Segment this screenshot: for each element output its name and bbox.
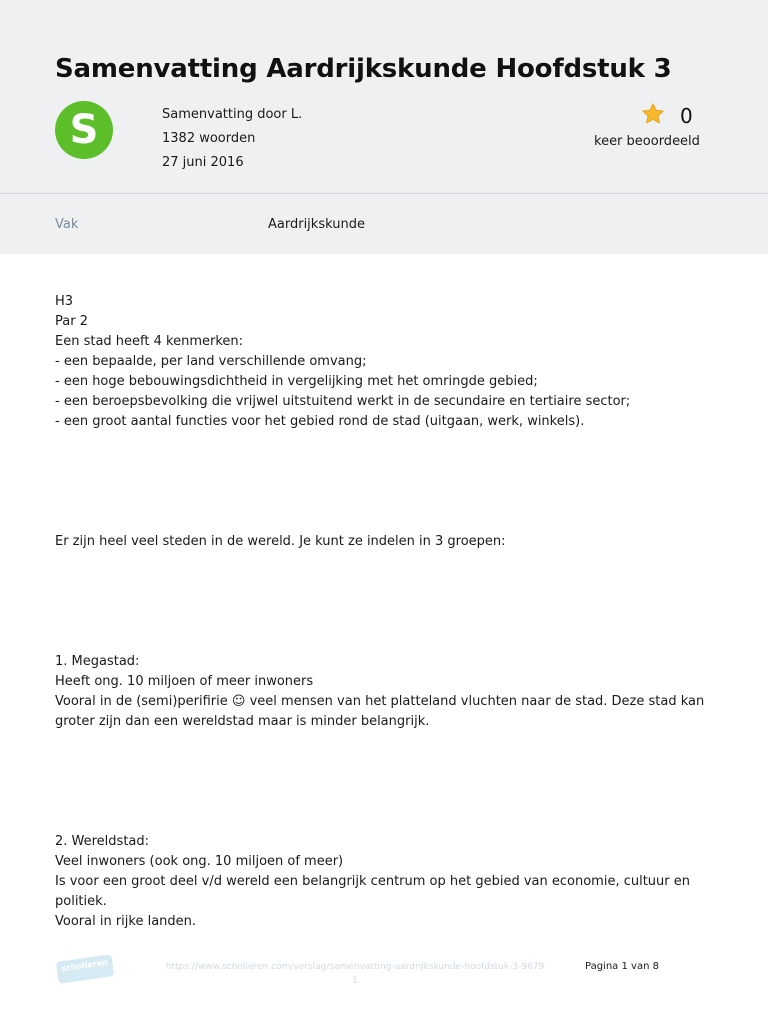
text-line: H3 [55,294,74,309]
megastad-description: Vooral in de (semi)perifirie ☺ veel mensen van het platteland vluchten naar de stad. Deze stad kan groter zijn dan een wereldstad maar is minder belangrijk. [55,694,705,729]
text-line: Een stad heeft 4 kenmerken: [55,334,244,349]
page-number: Pagina 1 van 8 [585,961,659,972]
footer-logo-text: scholieren [60,957,109,974]
megastad-heading: 1. Megastad: [55,654,140,669]
logo-letter: S [69,107,99,153]
wereldstad-line: Veel inwoners (ook ong. 10 miljoen of meer) [55,854,344,869]
scholieren-logo [55,101,113,159]
publish-date: 27 juni 2016 [162,155,244,170]
document-header [0,0,768,254]
text-line: - een bepaalde, per land verschillende omvang; [55,354,367,369]
groups-intro: Er zijn heel veel steden in de wereld. Je kunt ze indelen in 3 groepen: [55,534,506,549]
text-line: - een beroepsbevolking die vrijwel uitstuitend werkt in de secundaire en tertiaire sector; [55,394,631,409]
star-icon[interactable] [641,102,665,126]
wereldstad-heading: 2. Wereldstad: [55,834,150,849]
spacer [55,552,735,652]
word-count: 1382 woorden [162,131,256,146]
spacer [55,432,735,532]
header-divider [0,193,768,194]
author[interactable]: Samenvatting door L. [162,107,303,122]
rating-label: keer beoordeeld [594,134,700,149]
subject-label: Vak [55,217,79,232]
page-title: Samenvatting Aardrijkskunde Hoofdstuk 3 [55,54,672,84]
text-line: Par 2 [55,314,88,329]
text-line: - een hoge bebouwingsdichtheid in vergelijking met het omringde gebied; [55,374,538,389]
document-meta [162,106,302,178]
megastad-line: Heeft ong. 10 miljoen of meer inwoners [55,674,314,689]
subject-value[interactable]: Aardrijkskunde [268,217,365,232]
footer-logo [56,954,115,984]
footer-url-text[interactable]: https://www.scholieren.com/verslag/samenvatting-aardrijkskunde-hoofdstuk-3-9679 [165,962,545,972]
document-body [55,292,735,932]
footer-url[interactable] [120,960,590,988]
wereldstad-description: Is voor een groot deel v/d wereld een belangrijk centrum op het gebied van economie, cultuur en politiek. [55,874,690,909]
rating-count: 0 [680,104,693,128]
footer-url-page: 1 [352,976,358,986]
spacer [55,732,735,832]
wereldstad-line: Vooral in rijke landen. [55,914,197,929]
text-line: - een groot aantal functies voor het gebied rond de stad (uitgaan, werk, winkels). [55,414,585,429]
